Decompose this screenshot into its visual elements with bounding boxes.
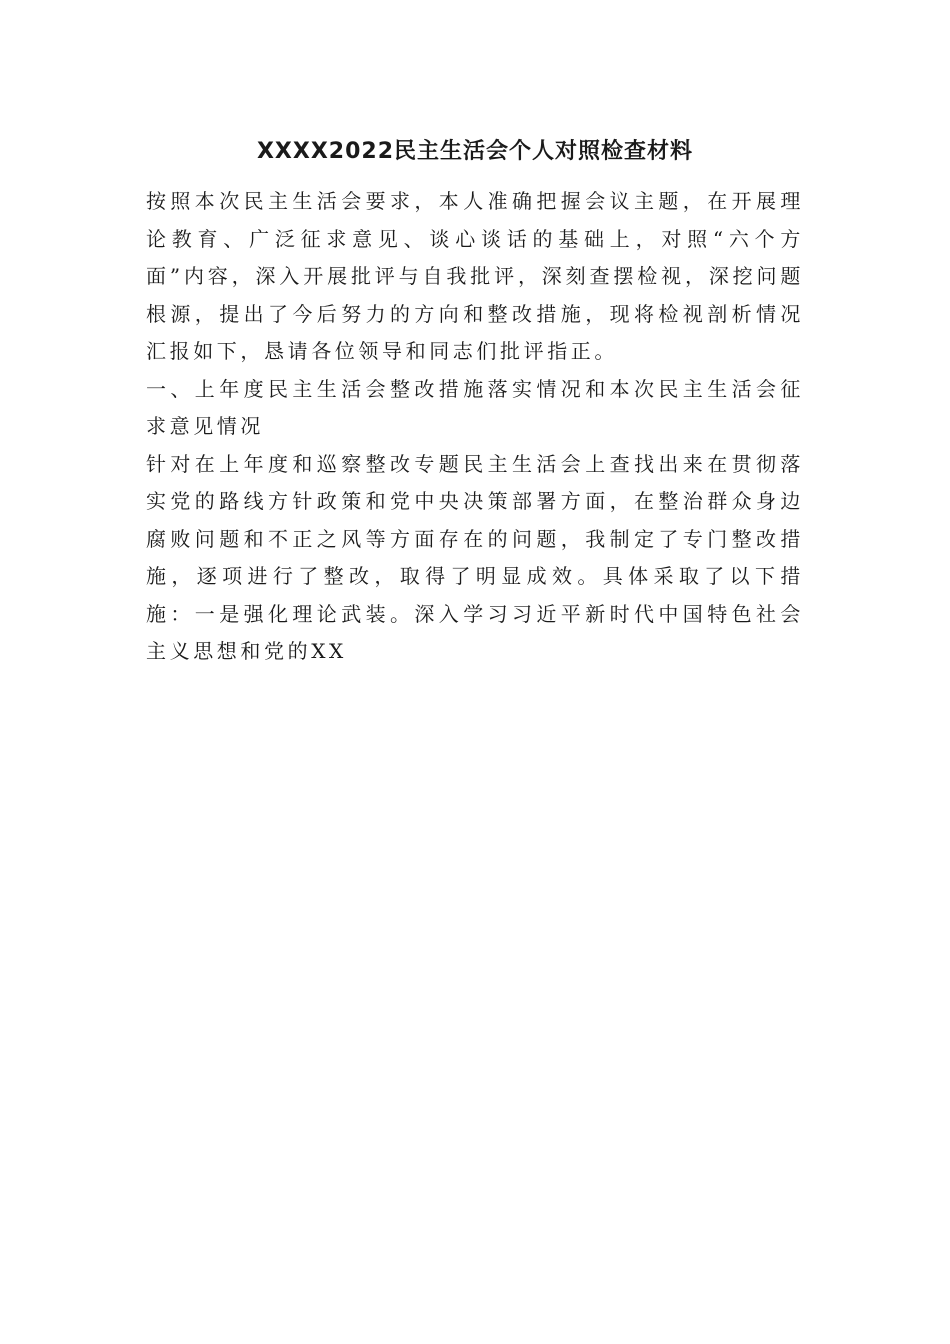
section-1-paragraph: 针对在上年度和巡察整改专题民主生活会上查找出来在贯彻落实党的路线方针政策和党中央决策部署方面，在整治群众身边腐败问题和不正之风等方面存在的问题，我制定了专门整改措施，逐项进行了整改，取得了明显成效。具体采取了以下措施：一是强化理论武装。深入学习习近平新时代中国特色社会主义思想和党的XX <box>146 451 804 663</box>
document-title: XXXX2022民主生活会个人对照检查材料 <box>256 139 694 164</box>
document-body <box>146 183 804 671</box>
intro-paragraph: 按照本次民主生活会要求，本人准确把握会议主题，在开展理论教育、广泛征求意见、谈心谈话的基础上，对照“六个方面”内容，深入开展批评与自我批评，深刻查摆检视，深挖问题根源，提出了今后努力的方向和整改措施，现将检视剖析情况汇报如下，恳请各位领导和同志们批评指正。 <box>146 189 804 363</box>
section-heading-1: 一、上年度民主生活会整改措施落实情况和本次民主生活会征求意见情况 <box>146 376 804 438</box>
